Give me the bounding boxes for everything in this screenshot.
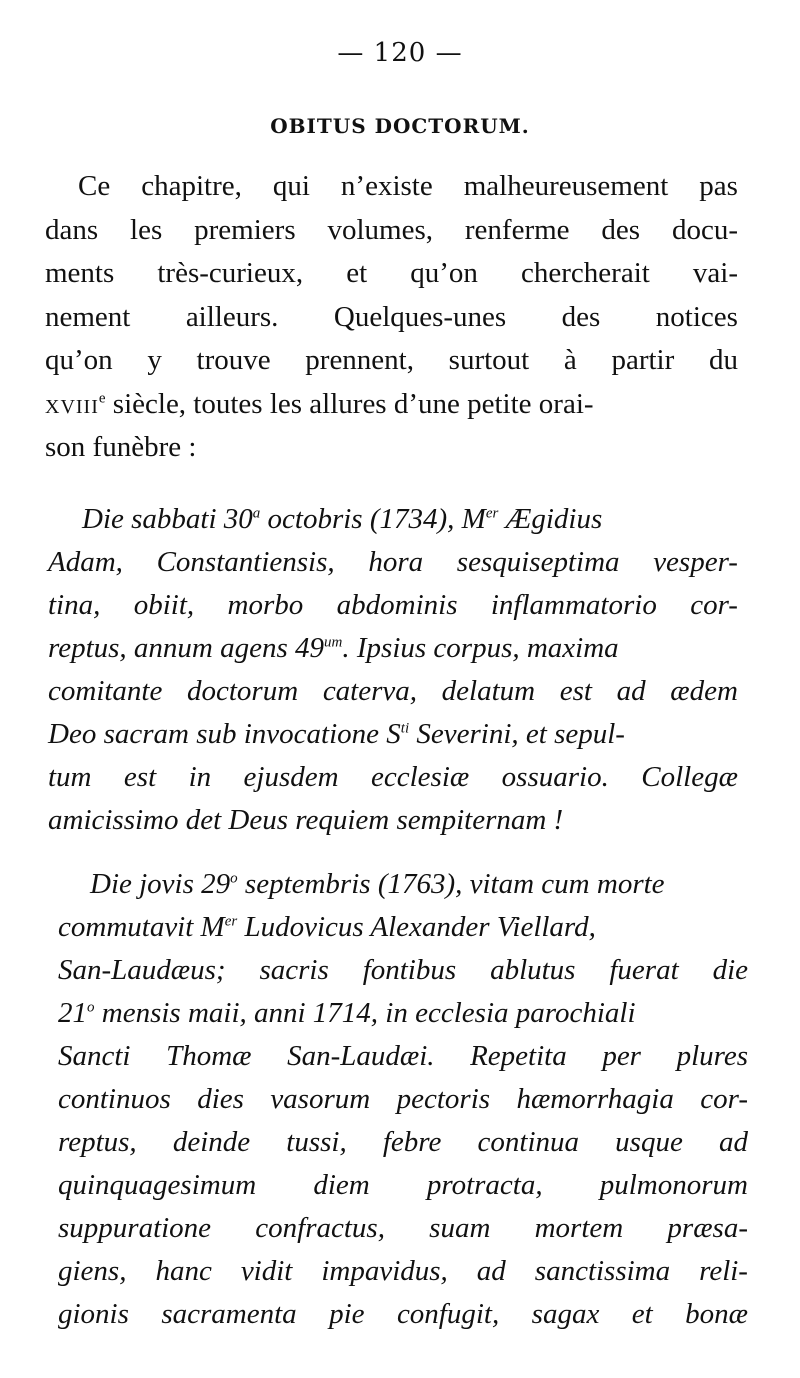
word: bonæ [685, 1298, 748, 1330]
word: y [147, 344, 162, 376]
word: pas [699, 170, 738, 202]
word: Constantiensis, [156, 546, 335, 578]
entry2-line-10 [58, 1255, 748, 1288]
word: ad [616, 675, 646, 707]
word: ments [45, 257, 115, 289]
word: ablutus [490, 954, 576, 986]
word: dans [45, 214, 99, 246]
intro-line-1 [78, 170, 738, 203]
word: ossuario. [501, 761, 609, 793]
entry2-line-8 [58, 1169, 748, 1202]
word: cor- [700, 1083, 748, 1115]
word: Adam, [48, 546, 123, 578]
word: premiers [194, 214, 296, 246]
word: dies [197, 1083, 244, 1115]
word: quinquagesimum [58, 1169, 257, 1201]
word: vidit [240, 1255, 293, 1287]
word: qu’on [410, 257, 478, 289]
word: partir [611, 344, 675, 376]
entry2-line-2: commutavit Mer Ludovicus Alexander Viellard, [58, 911, 596, 943]
word: Thomæ [166, 1040, 252, 1072]
word: pie [329, 1298, 365, 1330]
word: est [559, 675, 592, 707]
intro-line-7: son funèbre : [45, 431, 197, 463]
word: prennent, [305, 344, 414, 376]
entry2-line-6 [58, 1083, 748, 1116]
word: diem [313, 1169, 370, 1201]
word: morbo [227, 589, 304, 621]
word: Quelques-unes [333, 301, 507, 333]
word: fontibus [362, 954, 457, 986]
intro-line-4 [45, 301, 738, 334]
section-heading: OBITUS DOCTORUM. [270, 114, 530, 138]
word: fuerat [609, 954, 679, 986]
word: sagax [531, 1298, 600, 1330]
word: confractus, [255, 1212, 385, 1244]
word: chapitre, [141, 170, 242, 202]
word: deinde [172, 1126, 251, 1158]
word: Repetita [470, 1040, 567, 1072]
word: San-Laudæi. [287, 1040, 435, 1072]
word: delatum [441, 675, 536, 707]
entry2-line-9 [58, 1212, 748, 1245]
word: est [123, 761, 157, 793]
word: reptus, [58, 1126, 137, 1158]
intro-line-6: XVIIIe siècle, toutes les allures d’une petite orai- [45, 388, 594, 420]
word: Ce [78, 170, 111, 202]
word: Sancti [58, 1040, 131, 1072]
word: Collegæ [641, 761, 738, 793]
word: n’existe [340, 170, 433, 202]
word: volumes, [327, 214, 434, 246]
word: usque [615, 1126, 683, 1158]
word: vai- [692, 257, 738, 289]
entry2-line-4: 21$^o$ mensis maii, anni 1714, in ecclesia parochiali [58, 997, 636, 1029]
word: ailleurs. [185, 301, 279, 333]
word: ecclesiæ [371, 761, 470, 793]
century-numeral: XVIII [45, 396, 99, 418]
word: nement [45, 301, 131, 333]
entry2-line-1: Die jovis 29$^o$ septembris (1763), vitam cum morte [90, 868, 665, 900]
intro-line-2 [45, 214, 738, 247]
word: confugit, [396, 1298, 500, 1330]
word: les [130, 214, 163, 246]
entry2-line-7 [58, 1126, 748, 1159]
word: in [188, 761, 212, 793]
word: suam [429, 1212, 491, 1244]
word: et [631, 1298, 653, 1330]
entry1-line-2 [48, 546, 738, 579]
word: sacramenta [161, 1298, 297, 1330]
word: malheureusement [463, 170, 669, 202]
word: et [346, 257, 368, 289]
word: hanc [155, 1255, 212, 1287]
entry1-line-1: Die sabbati 30$^a$ octobris (1734), Mer Ægidius [82, 503, 603, 535]
intro-line-3 [45, 257, 738, 290]
word: comitante [48, 675, 163, 707]
entry1-line-5 [48, 675, 738, 708]
word: inflammatorio [490, 589, 657, 621]
entry1-line-6: Deo sacram sub invocatione $S^{ti}$ Severini, et sepul- [48, 718, 625, 750]
word: præsa- [667, 1212, 748, 1244]
word: abdominis [336, 589, 458, 621]
word: plures [676, 1040, 748, 1072]
word: ad [718, 1126, 748, 1158]
word: hæmorrhagia [516, 1083, 674, 1115]
word: sanctissima [534, 1255, 671, 1287]
entry2-line-3 [58, 954, 748, 987]
word: à [563, 344, 577, 376]
word: tussi, [286, 1126, 347, 1158]
word: du [708, 344, 738, 376]
word: surtout [448, 344, 530, 376]
word: ædem [670, 675, 738, 707]
word: docu- [671, 214, 738, 246]
word: ejusdem [243, 761, 339, 793]
word: continuos [58, 1083, 171, 1115]
word: protracta, [426, 1169, 543, 1201]
word: impavidus, [321, 1255, 448, 1287]
page-number: — 120 — [337, 38, 463, 68]
word: giens, [58, 1255, 127, 1287]
word: obiit, [133, 589, 195, 621]
word: per [602, 1040, 641, 1072]
word: doctorum [187, 675, 299, 707]
word: très-curieux, [157, 257, 304, 289]
word: qu’on [45, 344, 113, 376]
word: die [712, 954, 748, 986]
word: pulmonorum [599, 1169, 748, 1201]
word: reli- [699, 1255, 748, 1287]
word: trouve [196, 344, 271, 376]
word: San-Laudæus; [58, 954, 226, 986]
word: renferme [464, 214, 570, 246]
entry1-line-7 [48, 761, 738, 794]
word: des [561, 301, 601, 333]
word: tina, [48, 589, 101, 621]
word: continua [477, 1126, 580, 1158]
word: des [601, 214, 641, 246]
word: sesquiseptima [456, 546, 620, 578]
intro-line-5 [45, 344, 738, 377]
entry2-line-5 [58, 1040, 748, 1073]
word: vesper- [653, 546, 738, 578]
word: pectoris [396, 1083, 491, 1115]
word: tum [48, 761, 92, 793]
word: caterva, [322, 675, 418, 707]
word: febre [382, 1126, 442, 1158]
word: hora [368, 546, 424, 578]
word: cor- [690, 589, 738, 621]
word: ad [476, 1255, 506, 1287]
entry1-line-3 [48, 589, 738, 622]
word: vasorum [270, 1083, 371, 1115]
word: qui [272, 170, 310, 202]
word: chercherait [521, 257, 650, 289]
entry1-line-4: reptus, annum agens $49^{um}$. Ipsius corpus, maxima [48, 632, 619, 664]
word: suppuratione [58, 1212, 212, 1244]
word: notices [655, 301, 738, 333]
word: sacris [259, 954, 329, 986]
word: gionis [58, 1298, 129, 1330]
entry2-line-11 [58, 1298, 748, 1331]
entry1-line-8: amicissimo det Deus requiem sempiternam ! [48, 804, 564, 836]
word: mortem [534, 1212, 624, 1244]
